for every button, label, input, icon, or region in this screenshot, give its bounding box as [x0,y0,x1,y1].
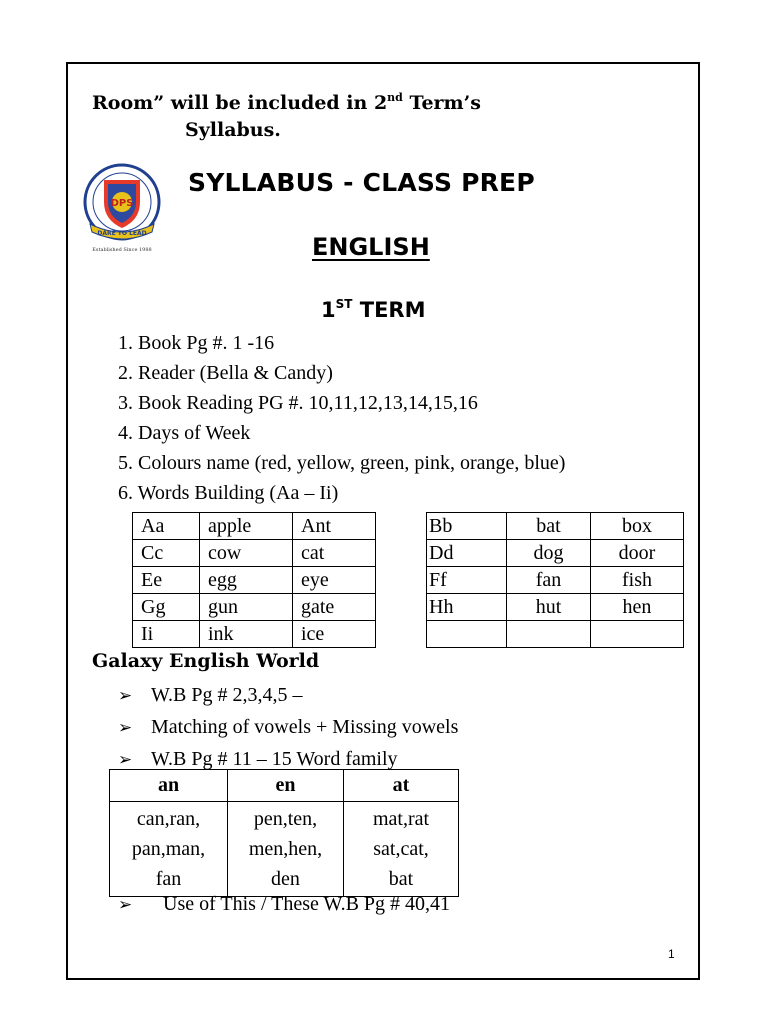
table-header-row [110,770,459,802]
intro-superscript: nd [387,91,403,104]
subject-heading: ENGLISH [312,233,430,261]
intro-line-1-end: Term’s [402,92,481,114]
list-item [118,712,458,744]
table-cell: Cc [133,540,200,567]
table-cell: hen [591,594,684,621]
table-cell: Bb [427,513,507,540]
table-cell [228,802,344,897]
column-header: at [344,770,459,802]
table-cell: Aa [133,513,200,540]
bullet-text: Matching of vowels + Missing vowels [151,716,459,738]
table-cell: Ee [133,567,200,594]
table-row [427,594,684,621]
table-row [110,802,459,897]
table-cell: Ff [427,567,507,594]
word-family-table [109,769,459,897]
column-header: an [110,770,228,802]
cell-line: den [271,868,300,890]
logo-established: Established Since 1988 [92,247,152,253]
words-table-right [426,512,684,648]
table-cell: dog [507,540,591,567]
table-cell: bat [507,513,591,540]
intro-line-1 [92,90,481,117]
table-cell: ice [293,621,376,648]
cell-line: men,hen, [248,838,323,860]
bullet-text: Use of This / These W.B Pg # 40,41 [163,893,451,915]
table-row [133,567,376,594]
term-label: TERM [352,298,426,322]
table-row [133,621,376,648]
list-item [118,680,458,712]
intro-note [92,90,481,144]
table-cell: Ii [133,621,200,648]
cell-line: pen,ten, [253,808,318,830]
table-cell: hut [507,594,591,621]
table-cell: ink [200,621,293,648]
table-cell [427,621,507,648]
page-number: 1 [668,947,675,961]
list-item [118,893,450,916]
intro-line-1-start: Room” will be included in 2 [92,92,388,114]
table-cell: cat [293,540,376,567]
table-cell: Ant [293,513,376,540]
school-logo [82,162,162,254]
list-item: 6. Words Building (Aa – Ii) [118,482,339,504]
table-cell [591,621,684,648]
list-item: 1. Book Pg #. 1 -16 [118,332,275,354]
logo-motto: DARE TO LEAD [97,230,147,237]
bullet-text: W.B Pg # 11 – 15 Word family [151,748,398,770]
table-cell: Dd [427,540,507,567]
table-cell: gate [293,594,376,621]
table-cell: eye [293,567,376,594]
words-table-left [132,512,376,648]
arrow-bullet-icon: ➢ [118,750,133,770]
table-row [427,621,684,648]
term-number: 1 [321,298,336,322]
page-title: SYLLABUS - CLASS PREP [188,168,535,197]
logo-shield-text: DPS [110,198,134,209]
table-cell: gun [200,594,293,621]
table-row [133,540,376,567]
cell-line: pan,man, [131,838,206,860]
table-cell: fish [591,567,684,594]
table-cell [344,802,459,897]
table-cell: cow [200,540,293,567]
arrow-bullet-icon: ➢ [118,895,133,915]
table-cell: egg [200,567,293,594]
cell-line: sat,cat, [373,838,429,860]
table-cell [110,802,228,897]
bullet-text: W.B Pg # 2,3,4,5 – [151,684,303,706]
table-row [133,513,376,540]
list-item: 5. Colours name (red, yellow, green, pink, orange, blue) [118,452,566,474]
arrow-bullet-icon: ➢ [118,686,133,706]
cell-line: bat [388,868,414,890]
syllabus-list [118,328,565,508]
table-cell: box [591,513,684,540]
list-item: 2. Reader (Bella & Candy) [118,362,333,384]
bullet-list [118,680,458,776]
table-cell [507,621,591,648]
table-row [427,513,684,540]
term-heading [321,298,426,322]
table-cell: fan [507,567,591,594]
intro-line-2: Syllabus. [185,119,281,141]
column-header: en [228,770,344,802]
table-cell: Gg [133,594,200,621]
table-cell: door [591,540,684,567]
table-row [427,567,684,594]
list-item: 3. Book Reading PG #. 10,11,12,13,14,15,16 [118,392,478,414]
table-row [133,594,376,621]
table-cell: apple [200,513,293,540]
list-item: 4. Days of Week [118,422,251,444]
section-heading: Galaxy English World [92,650,320,672]
cell-line: fan [155,868,182,890]
arrow-bullet-icon: ➢ [118,718,133,738]
table-row [427,540,684,567]
cell-line: mat,rat [372,808,430,830]
cell-line: can,ran, [136,808,201,830]
table-cell: Hh [427,594,507,621]
term-superscript: ST [335,297,353,311]
